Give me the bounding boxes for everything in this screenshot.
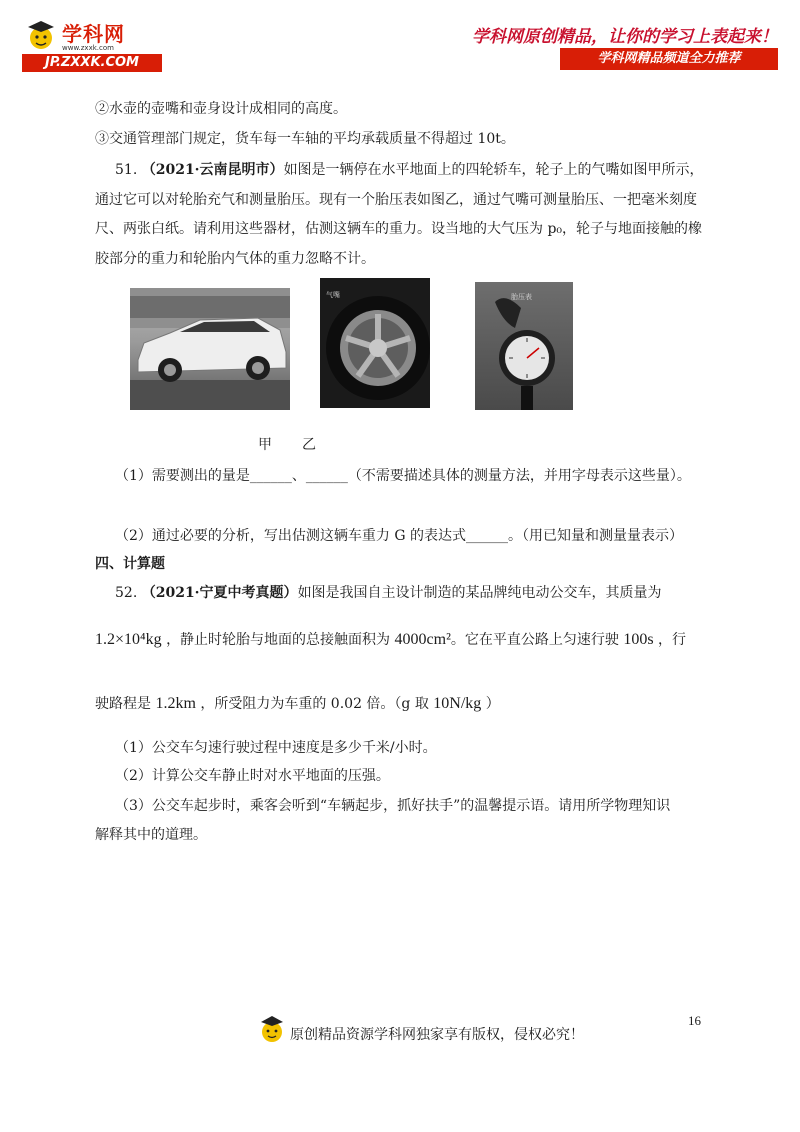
question-source: （2021·云南昆明市） [141, 162, 284, 178]
question-51-line-1 [115, 160, 704, 180]
mass-value: 1.2×10⁴kg [95, 631, 162, 648]
car-photo [130, 288, 290, 410]
wheel-photo [320, 278, 430, 408]
question-51-line-4: 胶部分的重力和轮胎内气体的重力忽略不计。 [95, 251, 375, 267]
question-number: 51. [115, 162, 138, 178]
time-value: 100s [623, 631, 654, 648]
distance-value: 1.2km [155, 695, 196, 712]
site-logo [22, 18, 162, 74]
question-text: ，静止时轮胎与地面的总接触面积为 [166, 632, 391, 648]
question-text: 驶路程是 [95, 696, 151, 712]
question-51-sub-2: （2）通过必要的分析，写出估测这辆车重力 G 的表达式______。（用已知量和测量量表示） [115, 528, 683, 544]
question-52-line-1 [115, 583, 662, 603]
question-52-sub-1: （1）公交车匀速行驶过程中速度是多少千米/小时。 [115, 740, 437, 756]
mascot-icon [258, 1014, 286, 1046]
question-52-sub-3-cont: 解释其中的道理。 [95, 827, 207, 843]
statement-2: ②水壶的壶嘴和壶身设计成相同的高度。 [95, 101, 347, 117]
question-51-line-3: 尺、两张白纸。请利用这些器材，估测这辆车的重力。设当地的大气压为 p₀，轮子与地面接触的橡 [95, 221, 703, 237]
valve-label: 气嘴 [326, 291, 340, 299]
logo-band: JP.ZXXK.COM [22, 54, 162, 72]
statement-3: ③交通管理部门规定，货车每一车轴的平均承载质量不得超过 10t。 [95, 131, 515, 147]
mascot-icon [24, 18, 58, 54]
question-source: （2021·宁夏中考真题） [141, 585, 298, 601]
question-52-sub-2: （2）计算公交车静止时对水平地面的压强。 [115, 768, 390, 784]
logo-subtext: www.zxxk.com [62, 44, 114, 52]
question-text: 如图是我国自主设计制造的某品牌纯电动公交车，其质量为 [297, 585, 662, 601]
figure-label-jia: 甲 [258, 437, 272, 453]
question-52-sub-3: （3）公交车起步时，乘客会听到“车辆起步，抓好扶手”的温馨提示语。请用所学物理知识 [115, 798, 671, 814]
footer-copyright: 原创精品资源学科网独家享有版权，侵权必究！ [290, 1027, 584, 1043]
section-title: 四、计算题 [95, 556, 165, 572]
question-51-line-2: 通过它可以对轮胎充气和测量胎压。现有一个胎压表如图乙，通过气嘴可测量胎压、一把毫米刻度 [95, 192, 697, 208]
header-recommend-banner: 学科网精品频道全力推荐 [560, 48, 778, 70]
question-number: 52. [115, 585, 138, 601]
figure-label-yi: 乙 [302, 437, 316, 453]
question-52-line-2 [95, 630, 686, 650]
area-value: 4000cm² [394, 631, 451, 648]
question-text: ，所受阻力为车重的 0.02 倍。（g 取 [200, 696, 429, 712]
header-slogan: 学科网原创精品，让你的学习上表起来！ [472, 27, 778, 47]
suv-image [130, 288, 290, 410]
logo-text: 学科网 [62, 22, 125, 46]
question-52-line-3 [95, 694, 500, 714]
question-text: 如图是一辆停在水平地面上的四轮轿车，轮子上的气嘴如图甲所示， [283, 162, 704, 178]
question-51-sub-1: （1）需要测出的量是______、______（不需要描述具体的测量方法，并用字母表示这些量）。 [115, 468, 691, 484]
question-text: 。它在平直公路上匀速行驶 [450, 632, 619, 648]
g-value: 10N/kg [433, 695, 482, 712]
gauge-photo [475, 282, 573, 410]
question-text: ） [485, 696, 500, 712]
page-number: 16 [688, 1013, 701, 1028]
question-text: ，行 [658, 632, 686, 648]
gauge-label: 胎压表 [511, 293, 532, 301]
